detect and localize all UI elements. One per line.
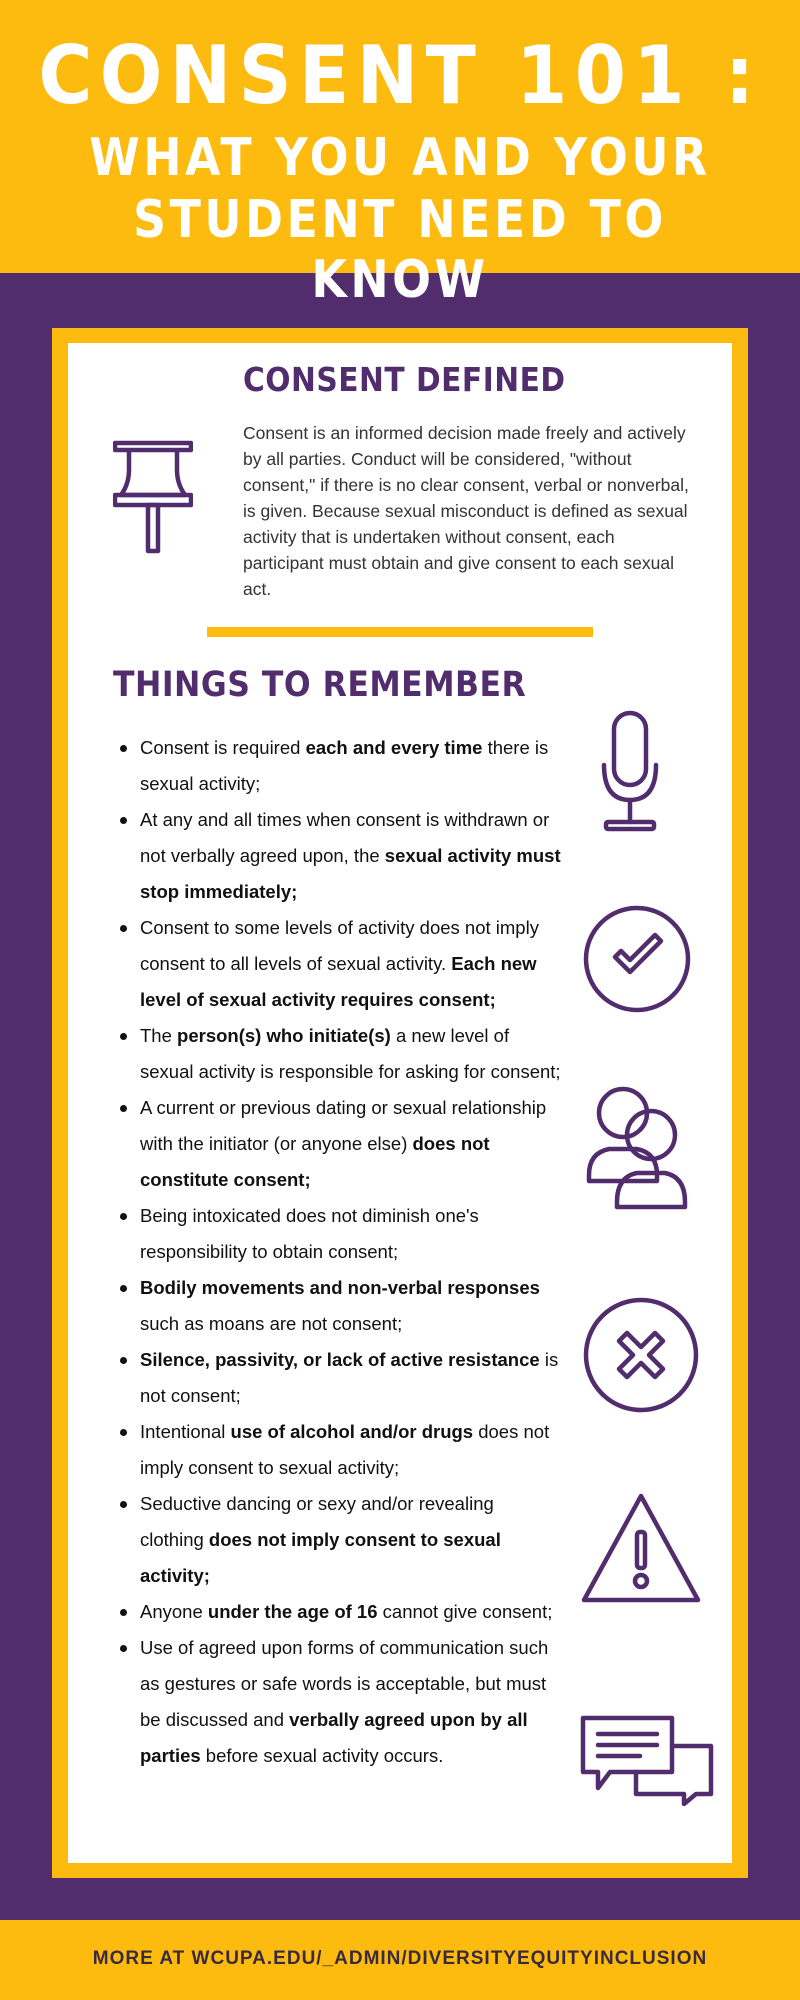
list-item-text: A current or previous dating or sexual relationship with the initiator (or anyone else) xyxy=(140,1097,547,1154)
list-item xyxy=(140,1270,562,1342)
bold-text: verbally agreed upon by all parties xyxy=(140,1709,528,1766)
title-line-2: WHAT YOU AND YOUR xyxy=(89,128,711,188)
remember-list xyxy=(140,730,562,1774)
footer-link-text[interactable]: MORE AT WCUPA.EDU/_ADMIN/DIVERSITYEQUITYINCLUSION xyxy=(92,1948,708,1969)
list-item xyxy=(140,1594,562,1630)
section-divider xyxy=(207,627,593,637)
header-banner xyxy=(0,0,800,310)
chat-bubbles-icon xyxy=(580,1714,714,1806)
list-item-text: Anyone xyxy=(140,1601,208,1622)
list-item xyxy=(140,1198,562,1270)
pushpin-icon xyxy=(113,440,193,555)
list-item-text: Use of agreed upon forms of communication such as gestures or safe words is acceptable, but must be discussed and xyxy=(140,1637,549,1730)
list-item-text: there is sexual activity; xyxy=(140,737,549,794)
bold-text: Bodily movements and non-verbal responses xyxy=(140,1277,540,1298)
consent-definition-text: Consent is an informed decision made freely and actively by all parties. Conduct will be considered, "without consent," if there is no clear consent, verbal or nonverbal, is given. Because sexual misconduct is defined as sexual activity that is undertaken without consent, each participant must obtain and give consent to each sexual act. xyxy=(243,423,689,599)
list-item-text: Consent to some levels of activity does not imply consent to all levels of sexual activity. xyxy=(140,917,539,974)
list-item-text: is not consent; xyxy=(140,1349,559,1406)
checkmark-circle-icon xyxy=(583,905,691,1013)
list-item-text: Seductive dancing or sexy and/or revealing clothing xyxy=(140,1493,494,1550)
title-line-1: CONSENT 101 : xyxy=(38,29,762,122)
list-item xyxy=(140,1630,562,1774)
list-item-text: Consent is required xyxy=(140,737,306,758)
list-item xyxy=(140,1342,562,1414)
list-item xyxy=(140,910,562,1018)
microphone-icon xyxy=(600,710,660,832)
bold-text: sexual activity must stop immediately; xyxy=(140,845,561,902)
list-item xyxy=(140,802,562,910)
bold-text: each and every time xyxy=(305,737,483,758)
bold-text: does not imply consent to sexual activity; xyxy=(140,1529,501,1586)
list-item-text: does not imply consent to sexual activity; xyxy=(140,1421,550,1478)
footer-banner xyxy=(0,1920,800,2000)
bold-text: Silence, passivity, or lack of active resistance xyxy=(140,1349,540,1370)
list-item-text: a new level of sexual activity is responsible for asking for consent; xyxy=(140,1025,561,1082)
things-to-remember-heading: THINGS TO REMEMBER xyxy=(113,665,527,705)
people-icon xyxy=(581,1085,689,1212)
bold-text: person(s) who initiate(s) xyxy=(177,1025,391,1046)
title-line-3: STUDENT NEED TO KNOW xyxy=(133,190,667,310)
list-item-text: such as moans are not consent; xyxy=(140,1313,403,1334)
bold-text: does not constitute consent; xyxy=(140,1133,490,1190)
list-item-text: Intentional xyxy=(140,1421,231,1442)
bold-text: Each new level of sexual activity requires consent; xyxy=(140,953,537,1010)
list-item xyxy=(140,1414,562,1486)
list-item-text: Being intoxicated does not diminish one's responsibility to obtain consent; xyxy=(140,1205,479,1262)
list-item xyxy=(140,730,562,802)
list-item-text: cannot give consent; xyxy=(377,1601,553,1622)
list-item-text: At any and all times when consent is withdrawn or not verbally agreed upon, the xyxy=(140,809,550,866)
list-item-text: The xyxy=(140,1025,178,1046)
list-item-text: before sexual activity occurs. xyxy=(200,1745,444,1766)
bold-text: under the age of 16 xyxy=(207,1601,378,1622)
list-item xyxy=(140,1018,562,1090)
list-item xyxy=(140,1090,562,1198)
warning-triangle-icon xyxy=(580,1492,702,1604)
x-circle-icon xyxy=(583,1297,699,1413)
bold-text: use of alcohol and/or drugs xyxy=(230,1421,474,1442)
list-item xyxy=(140,1486,562,1594)
consent-defined-heading: CONSENT DEFINED xyxy=(243,360,566,399)
